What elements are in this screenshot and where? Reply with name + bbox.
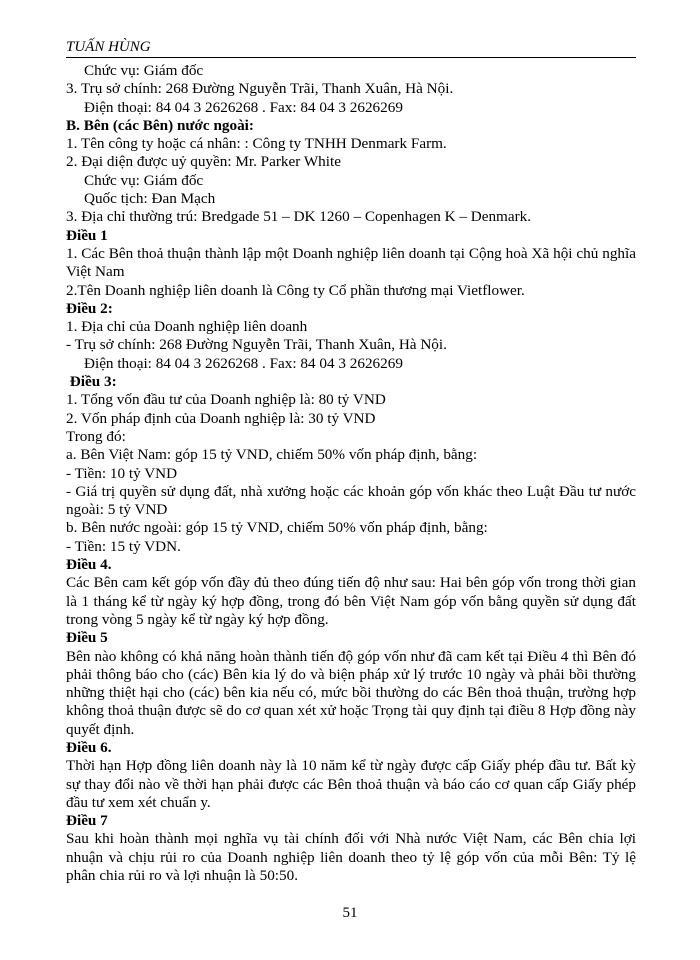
paragraph: Các Bên cam kết góp vốn đầy đủ theo đúng tiến độ như sau: Hai bên góp vốn trong thời gian là 1 tháng kể từ ngày ký hợp đồng, trong đó bên Việt Nam góp vốn bằng quyền sử dụng đất trong vòng 5 ngày kể từ ngày ký hợp đồng. [66,574,636,628]
paragraph: Thời hạn Hợp đồng liên doanh này là 10 năm kể từ ngày được cấp Giấy phép đầu tư. Bất kỳ sự thay đổi nào về thời hạn phải được các Bên thoả thuận và báo cáo cơ quan cấp Giấy phép đầu tư xem xét chuẩn y. [66,757,636,811]
paragraph: 1. Các Bên thoả thuận thành lập một Doanh nghiệp liên doanh tại Cộng hoà Xã hội chủ nghĩa Việt Nam [66,244,636,281]
text-line: Chức vụ: Giám đốc [84,171,204,189]
text-line: b. Bên nước ngoài: góp 15 tỷ VND, chiếm 50% vốn pháp định, bằng: [66,519,488,537]
text-line: Trong đó: [66,427,126,445]
paragraph: - Giá trị quyền sử dụng đất, nhà xưởng hoặc các khoản góp vốn khác theo Luật Đầu tư nước ngoài: 5 tỷ VND [66,482,636,519]
text-line: 3. Địa chỉ thường trú: Bredgade 51 – DK 1260 – Copenhagen K – Denmark. [66,208,532,226]
text-line: 1. Tổng vốn đầu tư của Doanh nghiệp là: 80 tỷ VND [66,391,386,409]
article-heading: Điều 1 [66,226,108,244]
text-line: 2. Đại diện được uỷ quyền: Mr. Parker White [66,153,341,171]
article-heading: Điều 7 [66,812,108,830]
text-line: 3. Trụ sở chính: 268 Đường Nguyễn Trãi, Thanh Xuân, Hà Nội. [66,80,454,98]
paragraph: Sau khi hoàn thành mọi nghĩa vụ tài chính đối với Nhà nước Việt Nam, các Bên chia lợi nhuận và chịu rủi ro của Doanh nghiệp liên doanh theo tỷ lệ góp vốn của mỗi Bên: Tỷ lệ phân chia rủi ro và lợi nhuận là 50:50. [66,830,636,885]
paragraph: Bên nào không có khả năng hoàn thành tiến độ góp vốn như đã cam kết tại Điều 4 thì Bên đó phải thông báo cho (các) Bên kia lý do và biện pháp xử lý trước 10 ngày và phải bồi thường những thiệt hại cho (các) bên kia nếu có, mức bồi thường do các Bên thoả thuận, trường hợp không thoả thuận được sẽ do cơ quan xét xử hoặc Trọng tài quy định tại điều 8 Hợp đồng này quyết định. [66,647,636,738]
text-line: Quốc tịch: Đan Mạch [84,190,216,208]
text-line: 1. Tên công ty hoặc cá nhân: : Công ty TNHH Denmark Farm. [66,135,447,153]
text-line: 2.Tên Doanh nghiệp liên doanh là Công ty Cổ phần thương mại Vietflower. [66,281,525,299]
article-heading: Điều 5 [66,629,108,647]
article-heading: Điều 2: [66,299,113,317]
document-body [66,62,636,885]
text-line: Điện thoại: 84 04 3 2626268 . Fax: 84 04 3 2626269 [84,354,403,372]
text-line: a. Bên Việt Nam: góp 15 tỷ VND, chiếm 50% vốn pháp định, bằng: [66,446,478,464]
article-heading: Điều 4. [66,556,112,574]
text-line: 1. Địa chỉ của Doanh nghiệp liên doanh [66,318,308,336]
section-heading: B. Bên (các Bên) nước ngoài: [66,116,254,134]
article-heading: Điều 6. [66,738,112,756]
text-line: - Trụ sở chính: 268 Đường Nguyễn Trãi, Thanh Xuân, Hà Nội. [66,336,447,354]
text-line: - Tiền: 15 tỷ VDN. [66,537,181,555]
text-line: Điện thoại: 84 04 3 2626268 . Fax: 84 04 3 2626269 [84,98,403,116]
text-line: Chức vụ: Giám đốc [84,62,204,79]
page-number: 51 [342,905,358,921]
text-line: - Tiền: 10 tỷ VND [66,464,178,482]
text-line: 2. Vốn pháp định của Doanh nghiệp là: 30 tỷ VND [66,409,376,427]
running-header: TUẤN HÙNG [66,38,636,58]
article-heading: Điều 3: [66,373,117,391]
